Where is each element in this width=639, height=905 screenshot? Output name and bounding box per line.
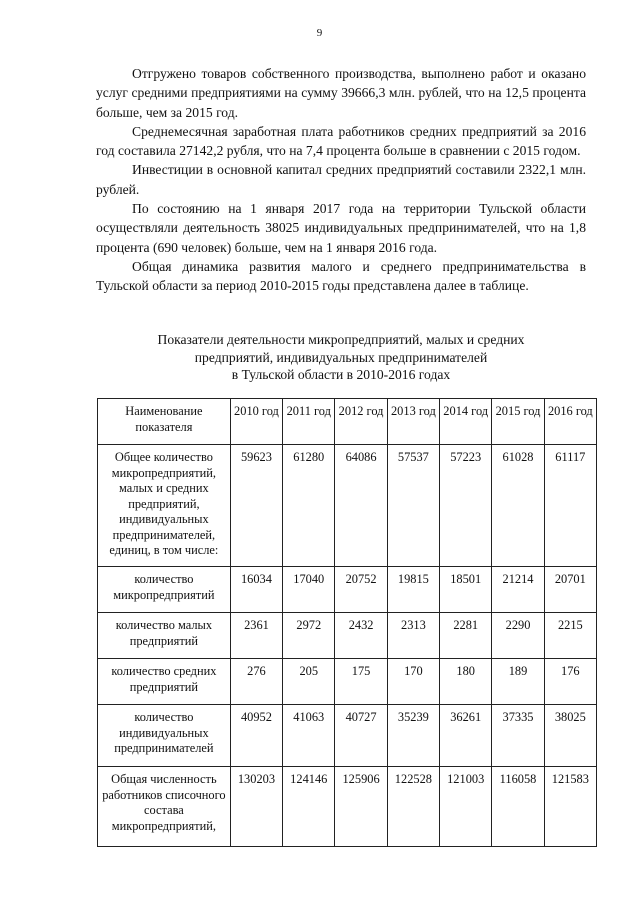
row-label: количество микропредприятий — [98, 567, 231, 613]
paragraph: Общая динамика развития малого и среднего предпринимательства в Тульской области за период 2010-2015 годы представлена далее в таблице. — [96, 258, 586, 294]
header-year: 2014 год — [440, 399, 492, 445]
cell-value: 121583 — [544, 767, 596, 847]
cell-value: 61028 — [492, 445, 544, 567]
cell-value: 36261 — [440, 705, 492, 767]
cell-value: 175 — [335, 659, 387, 705]
cell-value: 40952 — [230, 705, 282, 767]
cell-value: 124146 — [283, 767, 335, 847]
table-row — [98, 567, 597, 613]
cell-value: 122528 — [387, 767, 439, 847]
paragraph: Инвестиции в основной капитал средних предприятий составили 2322,1 млн. рублей. — [96, 162, 586, 197]
paragraph: Среднемесячная заработная плата работников средних предприятий за 2016 год составила 27142,2 рубля, что на 7,4 процента больше в сравнении с 2015 годом. — [96, 123, 586, 159]
table-title-line: предприятий, индивидуальных предпринимателей — [194, 349, 488, 365]
table-row — [98, 659, 597, 705]
header-year: 2013 год — [387, 399, 439, 445]
cell-value: 2290 — [492, 613, 544, 659]
cell-value: 2215 — [544, 613, 596, 659]
table-header-row — [98, 399, 597, 445]
table-title-line: Показатели деятельности микропредприятий, малых и средних — [157, 332, 525, 347]
header-year: 2011 год — [283, 399, 335, 445]
cell-value: 21214 — [492, 567, 544, 613]
cell-value: 20701 — [544, 567, 596, 613]
table-row — [98, 767, 597, 847]
cell-value: 176 — [544, 659, 596, 705]
cell-value: 125906 — [335, 767, 387, 847]
cell-value: 180 — [440, 659, 492, 705]
cell-value: 19815 — [387, 567, 439, 613]
row-label: Общая численность работников списочного состава микропредприятий, — [98, 767, 231, 847]
row-label: Общее количество микропредприятий, малых и средних предприятий, индивидуальных предпринимателей, единиц, в том числе: — [98, 445, 231, 567]
cell-value: 2972 — [283, 613, 335, 659]
table-title-line: в Тульской области в 2010-2016 годах — [231, 367, 451, 382]
cell-value: 16034 — [230, 567, 282, 613]
table-row — [98, 445, 597, 567]
table-row — [98, 705, 597, 767]
cell-value: 2281 — [440, 613, 492, 659]
row-label: количество средних предприятий — [98, 659, 231, 705]
cell-value: 20752 — [335, 567, 387, 613]
row-label: количество малых предприятий — [98, 613, 231, 659]
cell-value: 41063 — [283, 705, 335, 767]
cell-value: 189 — [492, 659, 544, 705]
header-year: 2012 год — [335, 399, 387, 445]
cell-value: 2361 — [230, 613, 282, 659]
cell-value: 61280 — [283, 445, 335, 567]
cell-value: 35239 — [387, 705, 439, 767]
cell-value: 2432 — [335, 613, 387, 659]
table-title — [96, 331, 586, 384]
row-label: количество индивидуальных предпринимателей — [98, 705, 231, 767]
cell-value: 276 — [230, 659, 282, 705]
cell-value: 57223 — [440, 445, 492, 567]
cell-value: 61117 — [544, 445, 596, 567]
cell-value: 130203 — [230, 767, 282, 847]
header-year: 2016 год — [544, 399, 596, 445]
cell-value: 59623 — [230, 445, 282, 567]
header-year: 2010 год — [230, 399, 282, 445]
cell-value: 37335 — [492, 705, 544, 767]
header-name: Наименование показателя — [98, 399, 231, 445]
body-text — [96, 64, 586, 296]
cell-value: 64086 — [335, 445, 387, 567]
cell-value: 116058 — [492, 767, 544, 847]
table-row — [98, 613, 597, 659]
page-number: 9 — [316, 27, 323, 39]
cell-value: 40727 — [335, 705, 387, 767]
cell-value: 205 — [283, 659, 335, 705]
header-year: 2015 год — [492, 399, 544, 445]
paragraph: По состоянию на 1 января 2017 года на территории Тульской области осуществляли деятельность 38025 индивидуальных предпринимателей, что на 1,8 процента (690 человек) больше, чем на 1 января 2016 года. — [96, 201, 586, 255]
indicators-table — [97, 398, 597, 847]
cell-value: 170 — [387, 659, 439, 705]
cell-value: 17040 — [283, 567, 335, 613]
cell-value: 38025 — [544, 705, 596, 767]
cell-value: 2313 — [387, 613, 439, 659]
cell-value: 121003 — [440, 767, 492, 847]
cell-value: 57537 — [387, 445, 439, 567]
paragraph: Отгружено товаров собственного производства, выполнено работ и оказано услуг средними предприятиями на сумму 39666,3 млн. рублей, что на 12,5 процента больше, чем за 2015 год. — [96, 66, 586, 120]
cell-value: 18501 — [440, 567, 492, 613]
